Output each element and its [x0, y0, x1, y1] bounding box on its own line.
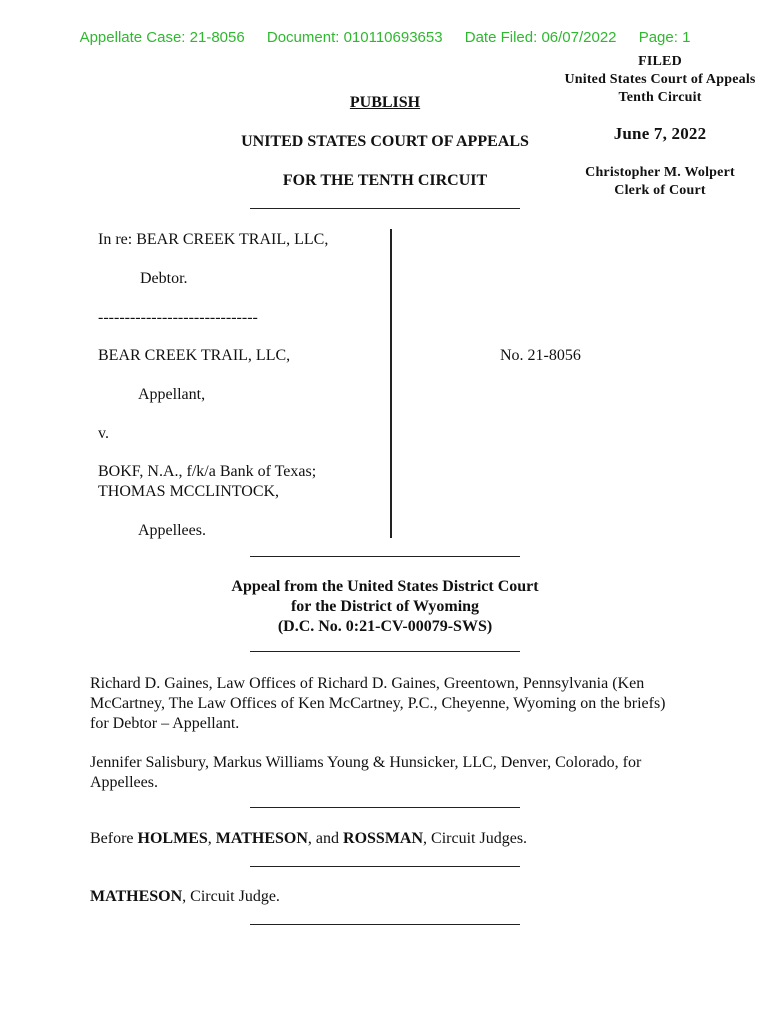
debtor-label: Debtor. — [140, 270, 188, 287]
appellees-line2: THOMAS MCCLINTOCK, — [98, 483, 280, 500]
counsel-appellant: Richard D. Gaines, Law Offices of Richard D. Gaines, Greentown, Pennsylvania (Ken McCartney, The Law Offices of Ken McCartney, P.C., Cheyenne, Wyoming on the briefs) for Debtor – Appellant. — [90, 675, 666, 732]
in-re-line: In re: BEAR CREEK TRAIL, LLC, — [98, 231, 329, 248]
court-heading: UNITED STATES COURT OF APPEALS — [241, 133, 529, 150]
judge-holmes: HOLMES — [137, 830, 208, 847]
panel-sep: , — [207, 830, 216, 847]
case-number: No. 21-8056 — [500, 347, 581, 364]
counsel-appellees: Jennifer Salisbury, Markus Williams Young & Hunsicker, LLC, Denver, Colorado, for Appellees. — [90, 754, 642, 791]
divider — [250, 866, 520, 867]
appellant-name: BEAR CREEK TRAIL, LLC, — [98, 347, 291, 364]
divider — [250, 208, 520, 209]
stamp-case: Appellate Case: 21-8056 — [79, 29, 245, 46]
appeal-line2: for the District of Wyoming — [290, 598, 480, 615]
filed-court-line2: Tenth Circuit — [618, 90, 702, 105]
panel-sep: , and — [307, 830, 344, 847]
panel-before: Before — [90, 830, 138, 847]
appeal-line3: (D.C. No. 0:21-CV-00079-SWS) — [277, 618, 493, 635]
caption-divider — [390, 229, 392, 538]
publish-heading: PUBLISH — [349, 94, 421, 111]
author-line — [90, 887, 690, 907]
author-name: MATHESON — [90, 888, 183, 905]
appellees-label: Appellees. — [138, 522, 206, 539]
clerk-title: Clerk of Court — [614, 183, 706, 198]
appeal-line1: Appeal from the United States District Court — [231, 578, 539, 595]
caption-dashes: ------------------------------ — [98, 309, 258, 326]
judge-matheson: MATHESON — [215, 830, 308, 847]
divider — [250, 556, 520, 557]
appellees-line1: BOKF, N.A., f/k/a Bank of Texas; — [98, 463, 317, 480]
stamp-date-filed: Date Filed: 06/07/2022 — [464, 29, 617, 46]
divider — [250, 651, 520, 652]
author-suffix: , Circuit Judge. — [182, 888, 280, 905]
clerk-name: Christopher M. Wolpert — [585, 165, 735, 180]
filing-stamp — [0, 29, 770, 46]
filed-label: FILED — [638, 54, 682, 69]
filed-court-line1: United States Court of Appeals — [564, 72, 756, 87]
panel-line — [90, 829, 690, 849]
panel-suffix: , Circuit Judges. — [423, 830, 528, 847]
judge-rossman: ROSSMAN — [343, 830, 424, 847]
circuit-heading: FOR THE TENTH CIRCUIT — [282, 172, 488, 189]
versus: v. — [98, 425, 109, 442]
appellant-label: Appellant, — [138, 386, 206, 403]
divider — [250, 807, 520, 808]
stamp-document: Document: 010110693653 — [266, 29, 443, 46]
divider — [250, 924, 520, 925]
filed-date: June 7, 2022 — [613, 124, 707, 143]
stamp-page: Page: 1 — [638, 29, 691, 46]
